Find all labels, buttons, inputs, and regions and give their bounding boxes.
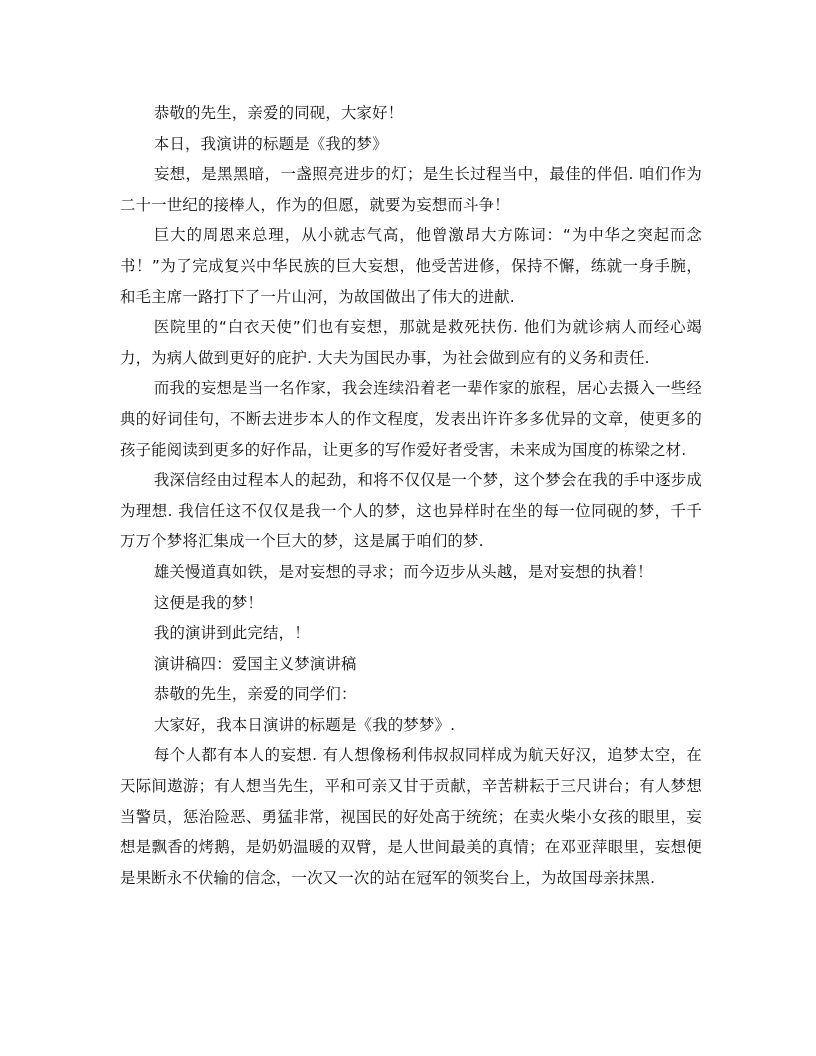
body-paragraph: 每个人都有本人的妄想. 有人想像杨利伟叔叔同样成为航天好汉，追梦太空，在天际间遨游；有人想当先生，平和可亲又甘于贡献，辛苦耕耘于三尺讲台；有人梦想当警员，惩治险恶、勇猛非常，视国民的好处高于统统；在卖火柴小女孩的眼里，妄想是飘香的烤鹅，是奶奶温暖的双臂，是人世间最美的真情；在邓亚萍眼里，妄想便是果断永不伏输的信念，一次又一次的站在冠军的领奖台上，为故国母亲抹黑.: [120, 746, 702, 887]
body-paragraph: 妄想，是黑黑暗，一盏照亮进步的灯；是生长过程当中，最佳的伴侣. 咱们作为二十一世纪的接棒人，作为的但愿，就要为妄想而斗争！: [120, 165, 702, 214]
body-paragraph: 而我的妄想是当一名作家，我会连续沿着老一辈作家的旅程，居心去摄入一些经典的好词佳句，不断去进步本人的作文程度，发表出许许多多优异的文章，使更多的孩子能阅读到更多的好作品，让更多的写作爱好者受害，未来成为国度的栋梁之材.: [120, 379, 702, 459]
body-paragraph: 雄关慢道真如铁，是对妄想的寻求；而今迈步从头越，是对妄想的执着！: [153, 562, 653, 581]
body-paragraph: 我深信经由过程本人的起劲，和将不仅仅是一个梦，这个梦会在我的手中逐步成为理想. 我信任这不仅仅是我一个人的梦，这也异样时在坐的每一位同砚的梦，千千万万个梦将汇集成一个巨大的梦，这是属于咱们的梦.: [120, 471, 702, 551]
greeting-paragraph: 恭敬的先生，亲爱的同砚，大家好！: [153, 104, 404, 122]
section-heading: 演讲稿四：爱国主义梦演讲稿: [153, 654, 357, 673]
speech-title-paragraph: 本日，我演讲的标题是《我的梦》: [153, 134, 388, 153]
speech-title-paragraph: 大家好，我本日演讲的标题是《我的梦梦》.: [153, 715, 456, 734]
body-paragraph: 巨大的周恩来总理，从小就志气高，他曾激昂大方陈词：“为中华之突起而念书！”为了完成复兴中华民族的巨大妄想，他受苦进修，保持不懈，练就一身手腕，和毛主席一路打下了一片山河，为故国做出了伟大的进献.: [120, 226, 702, 306]
body-paragraph: 医院里的“白衣天使”们也有妄想，那就是救死扶伤. 他们为就诊病人而经心竭力，为病人做到更好的庇护. 大夫为国民办事，为社会做到应有的义务和责任.: [120, 318, 702, 367]
greeting-paragraph: 恭敬的先生，亲爱的同学们：: [153, 685, 357, 704]
body-paragraph: 这便是我的梦！: [153, 593, 264, 612]
closing-paragraph: 我的演讲到此完结，！: [153, 624, 310, 643]
document-page: [120, 98, 702, 893]
